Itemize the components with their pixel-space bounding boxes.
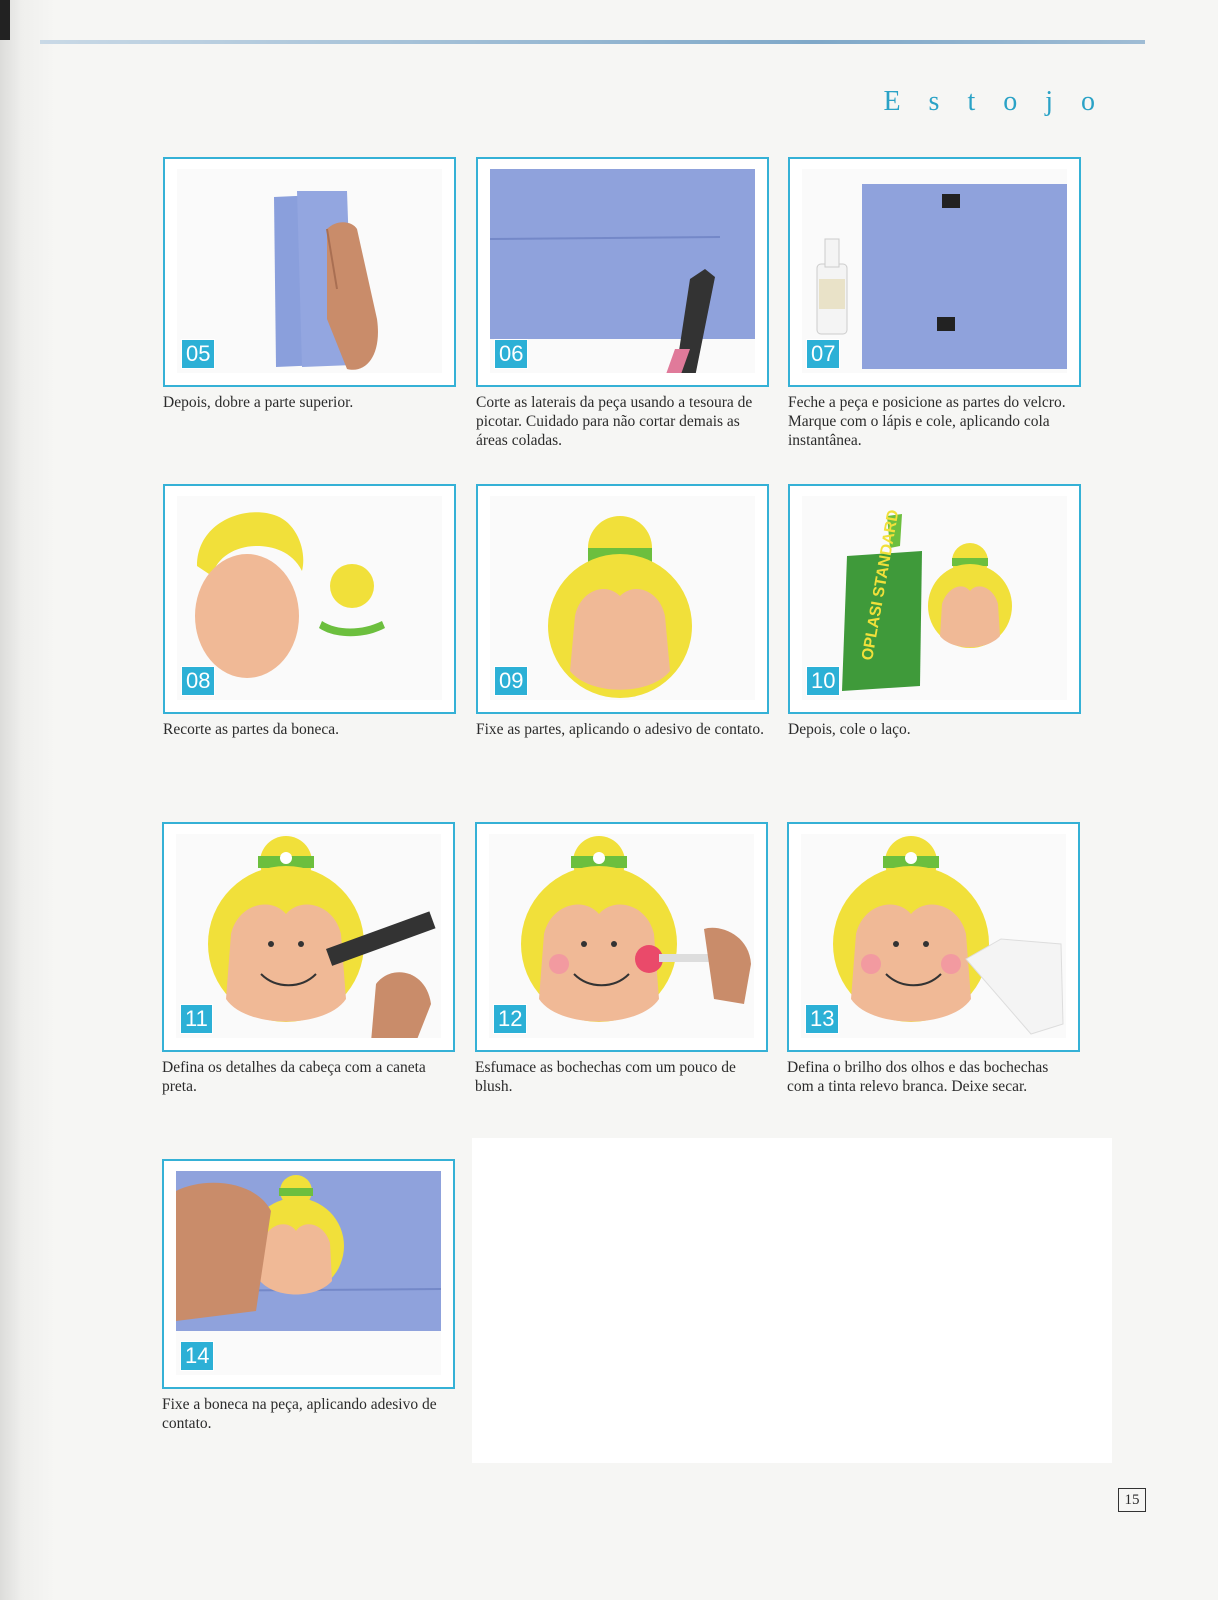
step-number-badge: 14: [180, 1341, 214, 1371]
step-12: [475, 822, 770, 1096]
step-caption: Recorte as partes da boneca.: [163, 721, 340, 738]
step-number-badge: 11: [180, 1004, 213, 1034]
scan-edge: [0, 0, 10, 40]
step-caption: Defina os detalhes da cabeça com a caneta preta.: [162, 1059, 426, 1095]
step-photo: [489, 834, 754, 1038]
step-photo: [177, 496, 442, 700]
page-gutter: [0, 0, 55, 1600]
header-rule: [40, 40, 1145, 44]
step-caption: Fixe a boneca na peça, aplicando adesivo de contato.: [162, 1396, 437, 1432]
step-number-badge: 09: [494, 666, 528, 696]
step-caption: Feche a peça e posicione as partes do velcro. Marque com o lápis e cole, aplicando cola instantânea.: [788, 394, 1066, 449]
step-number-badge: 05: [181, 339, 215, 369]
step-photo: [177, 169, 442, 373]
step-photo-frame: [162, 1159, 455, 1389]
step-photo: [801, 834, 1066, 1038]
step-09: [476, 484, 771, 739]
step-photo-frame: [788, 484, 1081, 714]
step-number-badge: 13: [805, 1004, 839, 1034]
step-07: [788, 157, 1083, 450]
step-photo-frame: [475, 822, 768, 1052]
step-14: [162, 1159, 457, 1433]
glue-tube-label: OPLASI STANDARD: [859, 508, 903, 662]
step-05: [163, 157, 458, 412]
step-caption: Esfumace as bochechas com um pouco de blush.: [475, 1059, 736, 1095]
step-caption: Depois, cole o laço.: [788, 721, 911, 738]
step-photo-frame: [787, 822, 1080, 1052]
step-photo-frame: [788, 157, 1081, 387]
step-photo: [176, 834, 441, 1038]
step-08: [163, 484, 458, 739]
step-photo: [490, 496, 755, 700]
step-photo-frame: [162, 822, 455, 1052]
step-11: [162, 822, 457, 1096]
step-photo: [802, 496, 1067, 700]
step-caption: Defina o brilho dos olhos e das bochechas com a tinta relevo branca. Deixe secar.: [787, 1059, 1049, 1095]
step-number-badge: 10: [806, 666, 840, 696]
page-number: 15: [1118, 1488, 1146, 1512]
step-caption: Depois, dobre a parte superior.: [163, 394, 354, 411]
step-photo-frame: [163, 484, 456, 714]
page-title: Estojo: [883, 86, 1123, 117]
step-photo: [176, 1171, 441, 1375]
step-caption: Corte as laterais da peça usando a tesoura de picotar. Cuidado para não cortar demais as áreas coladas.: [476, 394, 753, 449]
step-photo-frame: [476, 484, 769, 714]
step-photo-frame: [476, 157, 769, 387]
step-number-badge: 12: [493, 1004, 527, 1034]
step-number-badge: 06: [494, 339, 528, 369]
step-13: [787, 822, 1082, 1096]
step-number-badge: 08: [181, 666, 215, 696]
step-photo: [490, 169, 755, 373]
step-06: [476, 157, 771, 450]
step-10: [788, 484, 1083, 739]
step-photo: [802, 169, 1067, 373]
step-photo-frame: [163, 157, 456, 387]
blank-area: [472, 1138, 1112, 1463]
step-number-badge: 07: [806, 339, 840, 369]
step-caption: Fixe as partes, aplicando o adesivo de contato.: [476, 721, 764, 738]
